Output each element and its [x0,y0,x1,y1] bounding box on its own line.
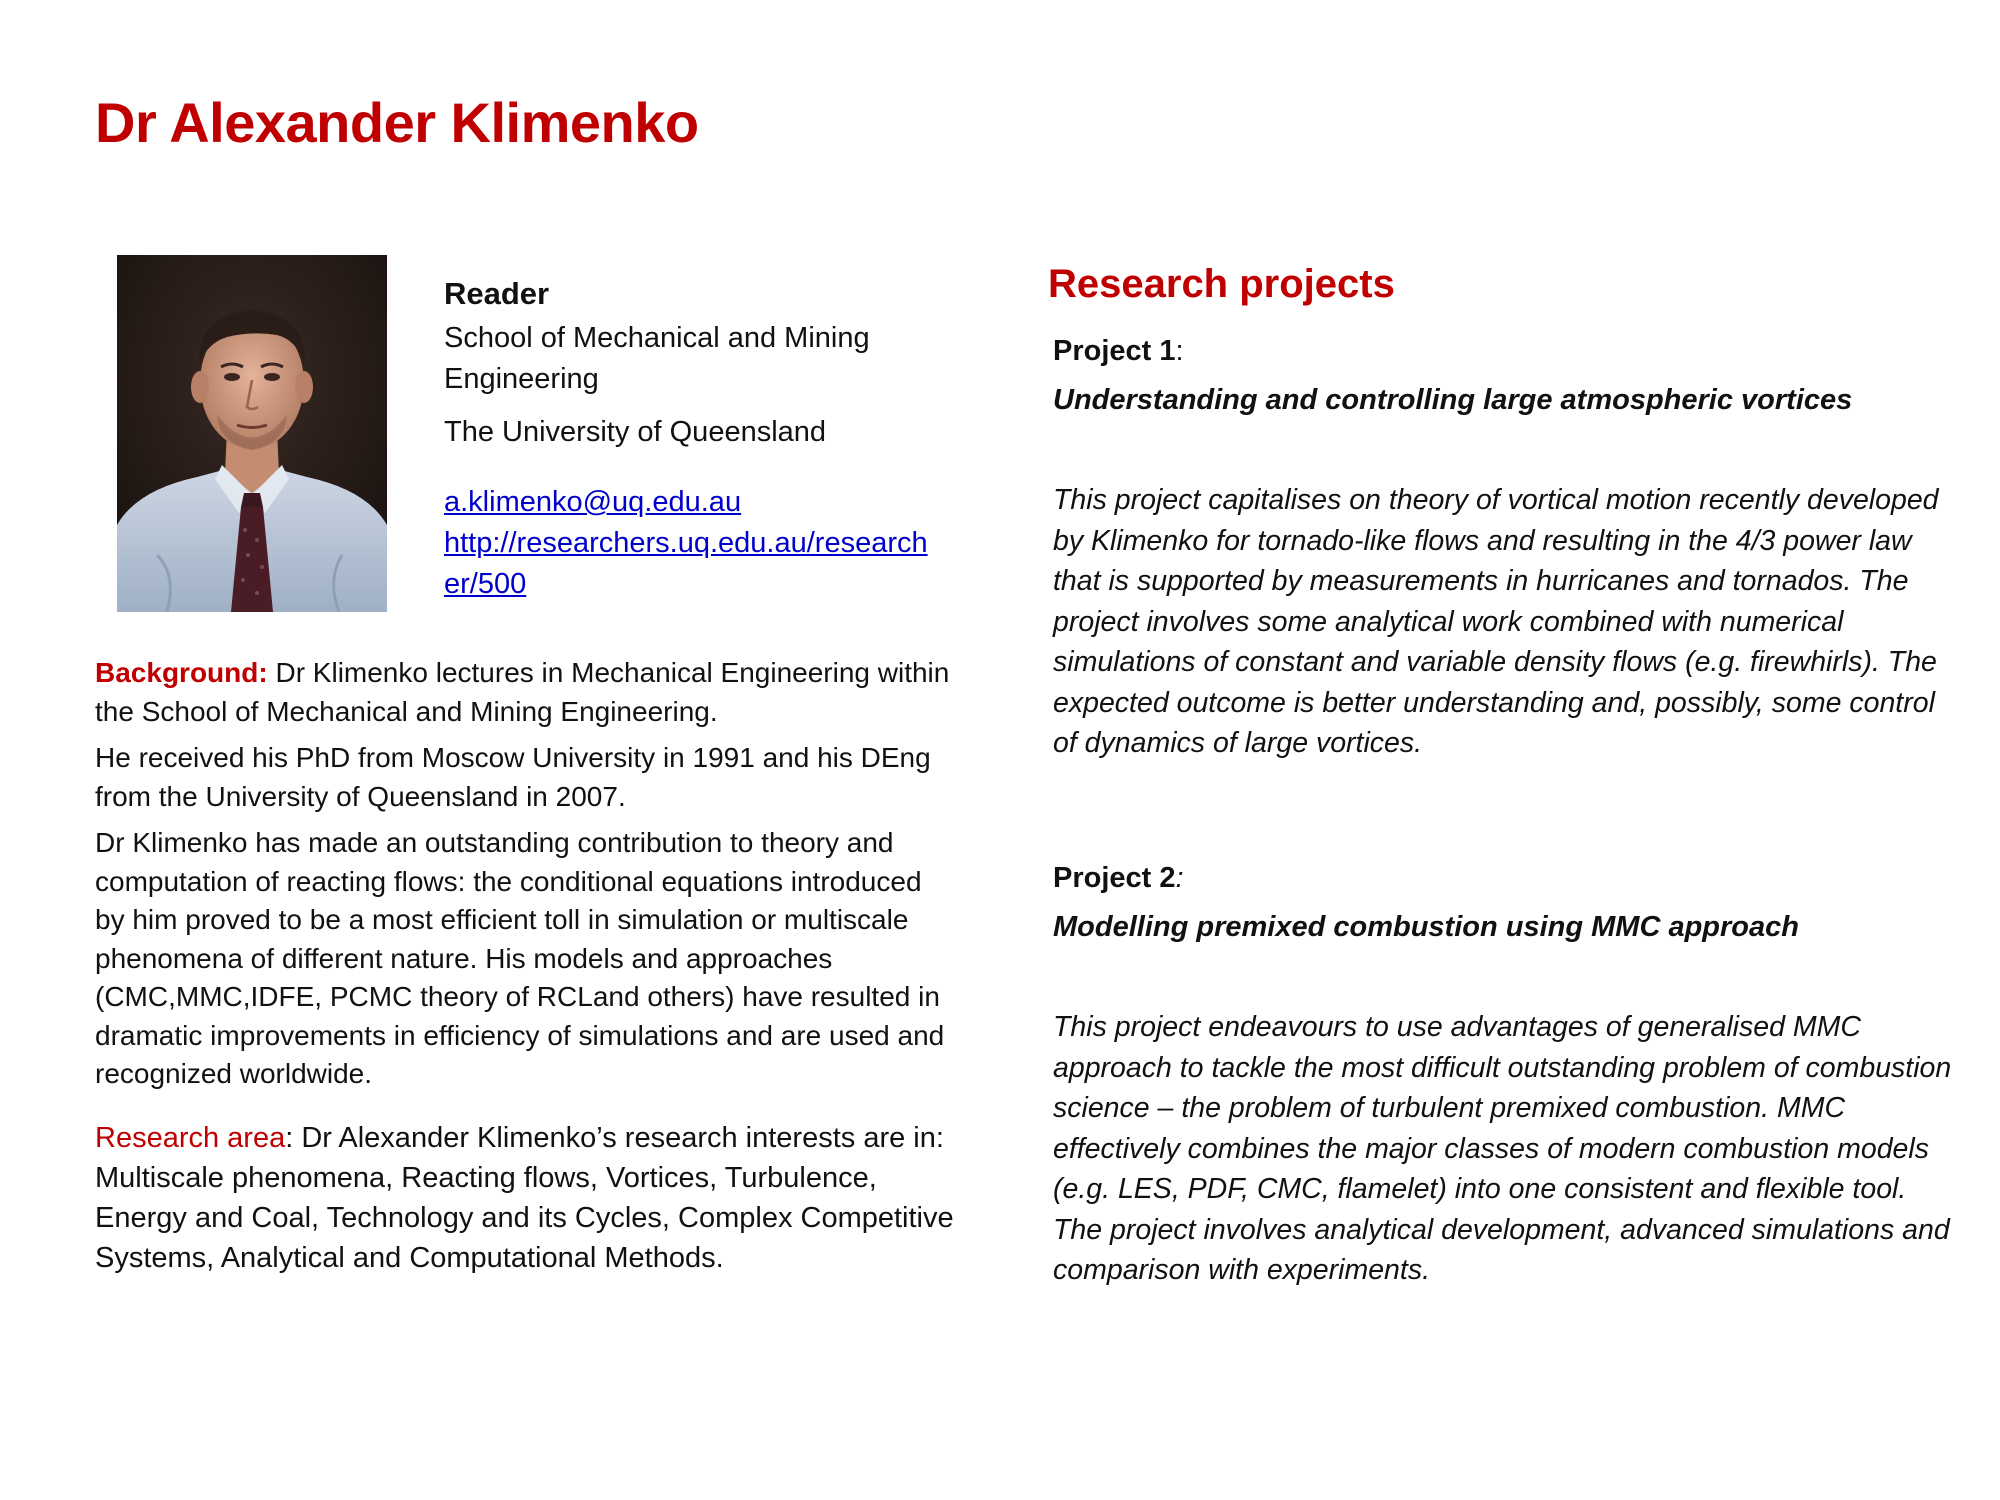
biography [95,654,955,1286]
project-2-colon: : [1175,862,1184,894]
background-contribution-paragraph: Dr Klimenko has made an outstanding contribution to theory and computation of reacting flows: the conditional equations introduced by him proved to be a most efficient toll in simulation or multiscale phenomena of different nature. His models and approaches (CMC,MMC,IDFE, PCMC theory of RCLand others) have resulted in dramatic improvements in efficiency of simulations and are used and recognized worldwide. [95,827,945,1089]
project-1-label [1053,335,1184,368]
project-2-label-text: Project 2 [1053,862,1176,894]
project-2-description: This project endeavours to use advantages of generalised MMC approach to tackle the most difficult outstanding problem of combustion science – the problem of turbulent premixed combustion. MMC effectively combines the major classes of modern combustion models (e.g. LES, PDF, CMC, flamelet) into one consistent and flexible tool. The project involves analytical development, advanced simulations and comparison with experiments. [1053,1011,1952,1286]
research-projects-heading: Research projects [1048,262,1395,306]
background-phd-paragraph: He received his PhD from Moscow University in 1991 and his DEng from the University of Queensland in 2007. [95,742,931,812]
project-1-label-text: Project 1 [1053,335,1176,367]
profile-role: Reader [444,276,550,311]
profile-school: School of Mechanical and Mining Engineering [444,322,870,395]
background-text: Dr Klimenko lectures in Mechanical Engineering within the School of Mechanical and Mining Engineering. [95,657,950,727]
background-paragraph [95,654,955,731]
project-1-colon: : [1175,335,1184,367]
profile-photo [117,255,387,612]
research-area-paragraph [95,1118,955,1278]
page-title: Dr Alexander Klimenko [95,91,699,154]
research-area-label: Research area [95,1121,286,1154]
project-2-label [1053,862,1184,895]
project-2-title: Modelling premixed combustion using MMC approach [1053,911,1799,943]
research-area-colon: : [285,1121,294,1154]
email-link[interactable]: a.klimenko@uq.edu.au [444,486,742,518]
project-1-description: This project capitalises on theory of vortical motion recently developed by Klimenko for tornado-like flows and resulting in the 4/3 power law that is supported by measurements in hurricanes and tornados. The project involves some analytical work combined with numerical simulations of constant and variable density flows (e.g. firewhirls). The expected outcome is better understanding and, possibly, some control of dynamics of large vortices. [1053,484,1939,759]
research-area-text: Dr Alexander Klimenko’s research interests are in: Multiscale phenomena, Reacting flows, Vortices, Turbulence, Energy and Coal, Technology and its Cycles, Complex Competitive Systems, Analytical and Computational Methods. [95,1121,954,1274]
profile-info [444,273,944,605]
profile-university: The University of Queensland [444,416,827,448]
project-1-title: Understanding and controlling large atmospheric vortices [1053,384,1853,416]
background-label: Background: [95,657,268,688]
profile-url-link[interactable]: http://researchers.uq.edu.au/researcher/500 [444,527,928,600]
